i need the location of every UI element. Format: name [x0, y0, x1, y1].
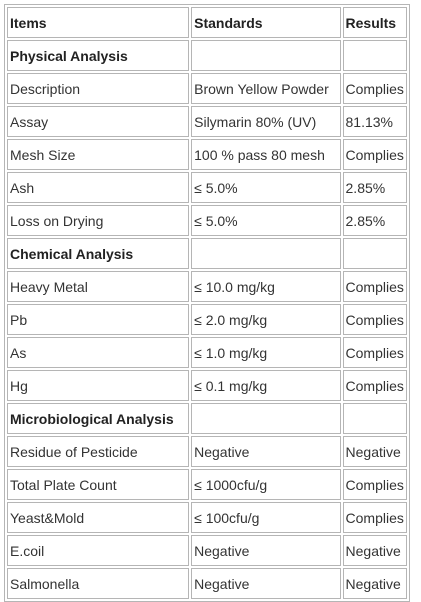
- standard-cell: Silymarin 80% (UV): [191, 106, 340, 137]
- result-cell: Complies: [343, 139, 407, 170]
- result-cell: 2.85%: [343, 205, 407, 236]
- standard-cell: ≤ 100cfu/g: [191, 502, 340, 533]
- table-row: [7, 568, 407, 599]
- header-row: [7, 7, 407, 38]
- table-row: [7, 271, 407, 302]
- item-cell: Assay: [7, 106, 189, 137]
- result-cell: Complies: [343, 73, 407, 104]
- standard-cell: Negative: [191, 436, 340, 467]
- section-heading: Physical Analysis: [7, 40, 189, 71]
- result-cell: Complies: [343, 469, 407, 500]
- table-row: [7, 469, 407, 500]
- table-row: [7, 436, 407, 467]
- table-row: [7, 73, 407, 104]
- result-cell: Negative: [343, 436, 407, 467]
- standard-cell: ≤ 1000cfu/g: [191, 469, 340, 500]
- item-cell: Total Plate Count: [7, 469, 189, 500]
- standard-cell: ≤ 5.0%: [191, 205, 340, 236]
- table-row: [7, 139, 407, 170]
- section-row: [7, 238, 407, 269]
- item-cell: Yeast&Mold: [7, 502, 189, 533]
- item-cell: Salmonella: [7, 568, 189, 599]
- section-heading: Microbiological Analysis: [7, 403, 189, 434]
- item-cell: As: [7, 337, 189, 368]
- result-cell: [343, 238, 407, 269]
- item-cell: Pb: [7, 304, 189, 335]
- result-cell: Complies: [343, 502, 407, 533]
- item-cell: Residue of Pesticide: [7, 436, 189, 467]
- table-row: [7, 502, 407, 533]
- result-cell: Complies: [343, 304, 407, 335]
- specification-table: [4, 4, 410, 602]
- result-cell: Complies: [343, 337, 407, 368]
- standard-cell: ≤ 10.0 mg/kg: [191, 271, 340, 302]
- item-cell: Ash: [7, 172, 189, 203]
- section-heading: Chemical Analysis: [7, 238, 189, 269]
- item-cell: Hg: [7, 370, 189, 401]
- table-row: [7, 205, 407, 236]
- standard-cell: Negative: [191, 535, 340, 566]
- result-cell: [343, 403, 407, 434]
- header-results: Results: [343, 7, 407, 38]
- item-cell: Description: [7, 73, 189, 104]
- standard-cell: [191, 40, 340, 71]
- item-cell: Heavy Metal: [7, 271, 189, 302]
- standard-cell: ≤ 0.1 mg/kg: [191, 370, 340, 401]
- standard-cell: [191, 238, 340, 269]
- standard-cell: ≤ 2.0 mg/kg: [191, 304, 340, 335]
- item-cell: E.coil: [7, 535, 189, 566]
- result-cell: Negative: [343, 568, 407, 599]
- item-cell: Mesh Size: [7, 139, 189, 170]
- table-body: [7, 40, 407, 599]
- table-row: [7, 304, 407, 335]
- section-row: [7, 40, 407, 71]
- item-cell: Loss on Drying: [7, 205, 189, 236]
- standard-cell: Negative: [191, 568, 340, 599]
- table-row: [7, 337, 407, 368]
- table-row: [7, 106, 407, 137]
- result-cell: Complies: [343, 271, 407, 302]
- standard-cell: ≤ 1.0 mg/kg: [191, 337, 340, 368]
- result-cell: Complies: [343, 370, 407, 401]
- table-row: [7, 370, 407, 401]
- result-cell: 2.85%: [343, 172, 407, 203]
- standard-cell: ≤ 5.0%: [191, 172, 340, 203]
- table-row: [7, 535, 407, 566]
- section-row: [7, 403, 407, 434]
- header-standards: Standards: [191, 7, 340, 38]
- header-items: Items: [7, 7, 189, 38]
- standard-cell: Brown Yellow Powder: [191, 73, 340, 104]
- result-cell: 81.13%: [343, 106, 407, 137]
- standard-cell: 100 % pass 80 mesh: [191, 139, 340, 170]
- standard-cell: [191, 403, 340, 434]
- table-row: [7, 172, 407, 203]
- result-cell: Negative: [343, 535, 407, 566]
- result-cell: [343, 40, 407, 71]
